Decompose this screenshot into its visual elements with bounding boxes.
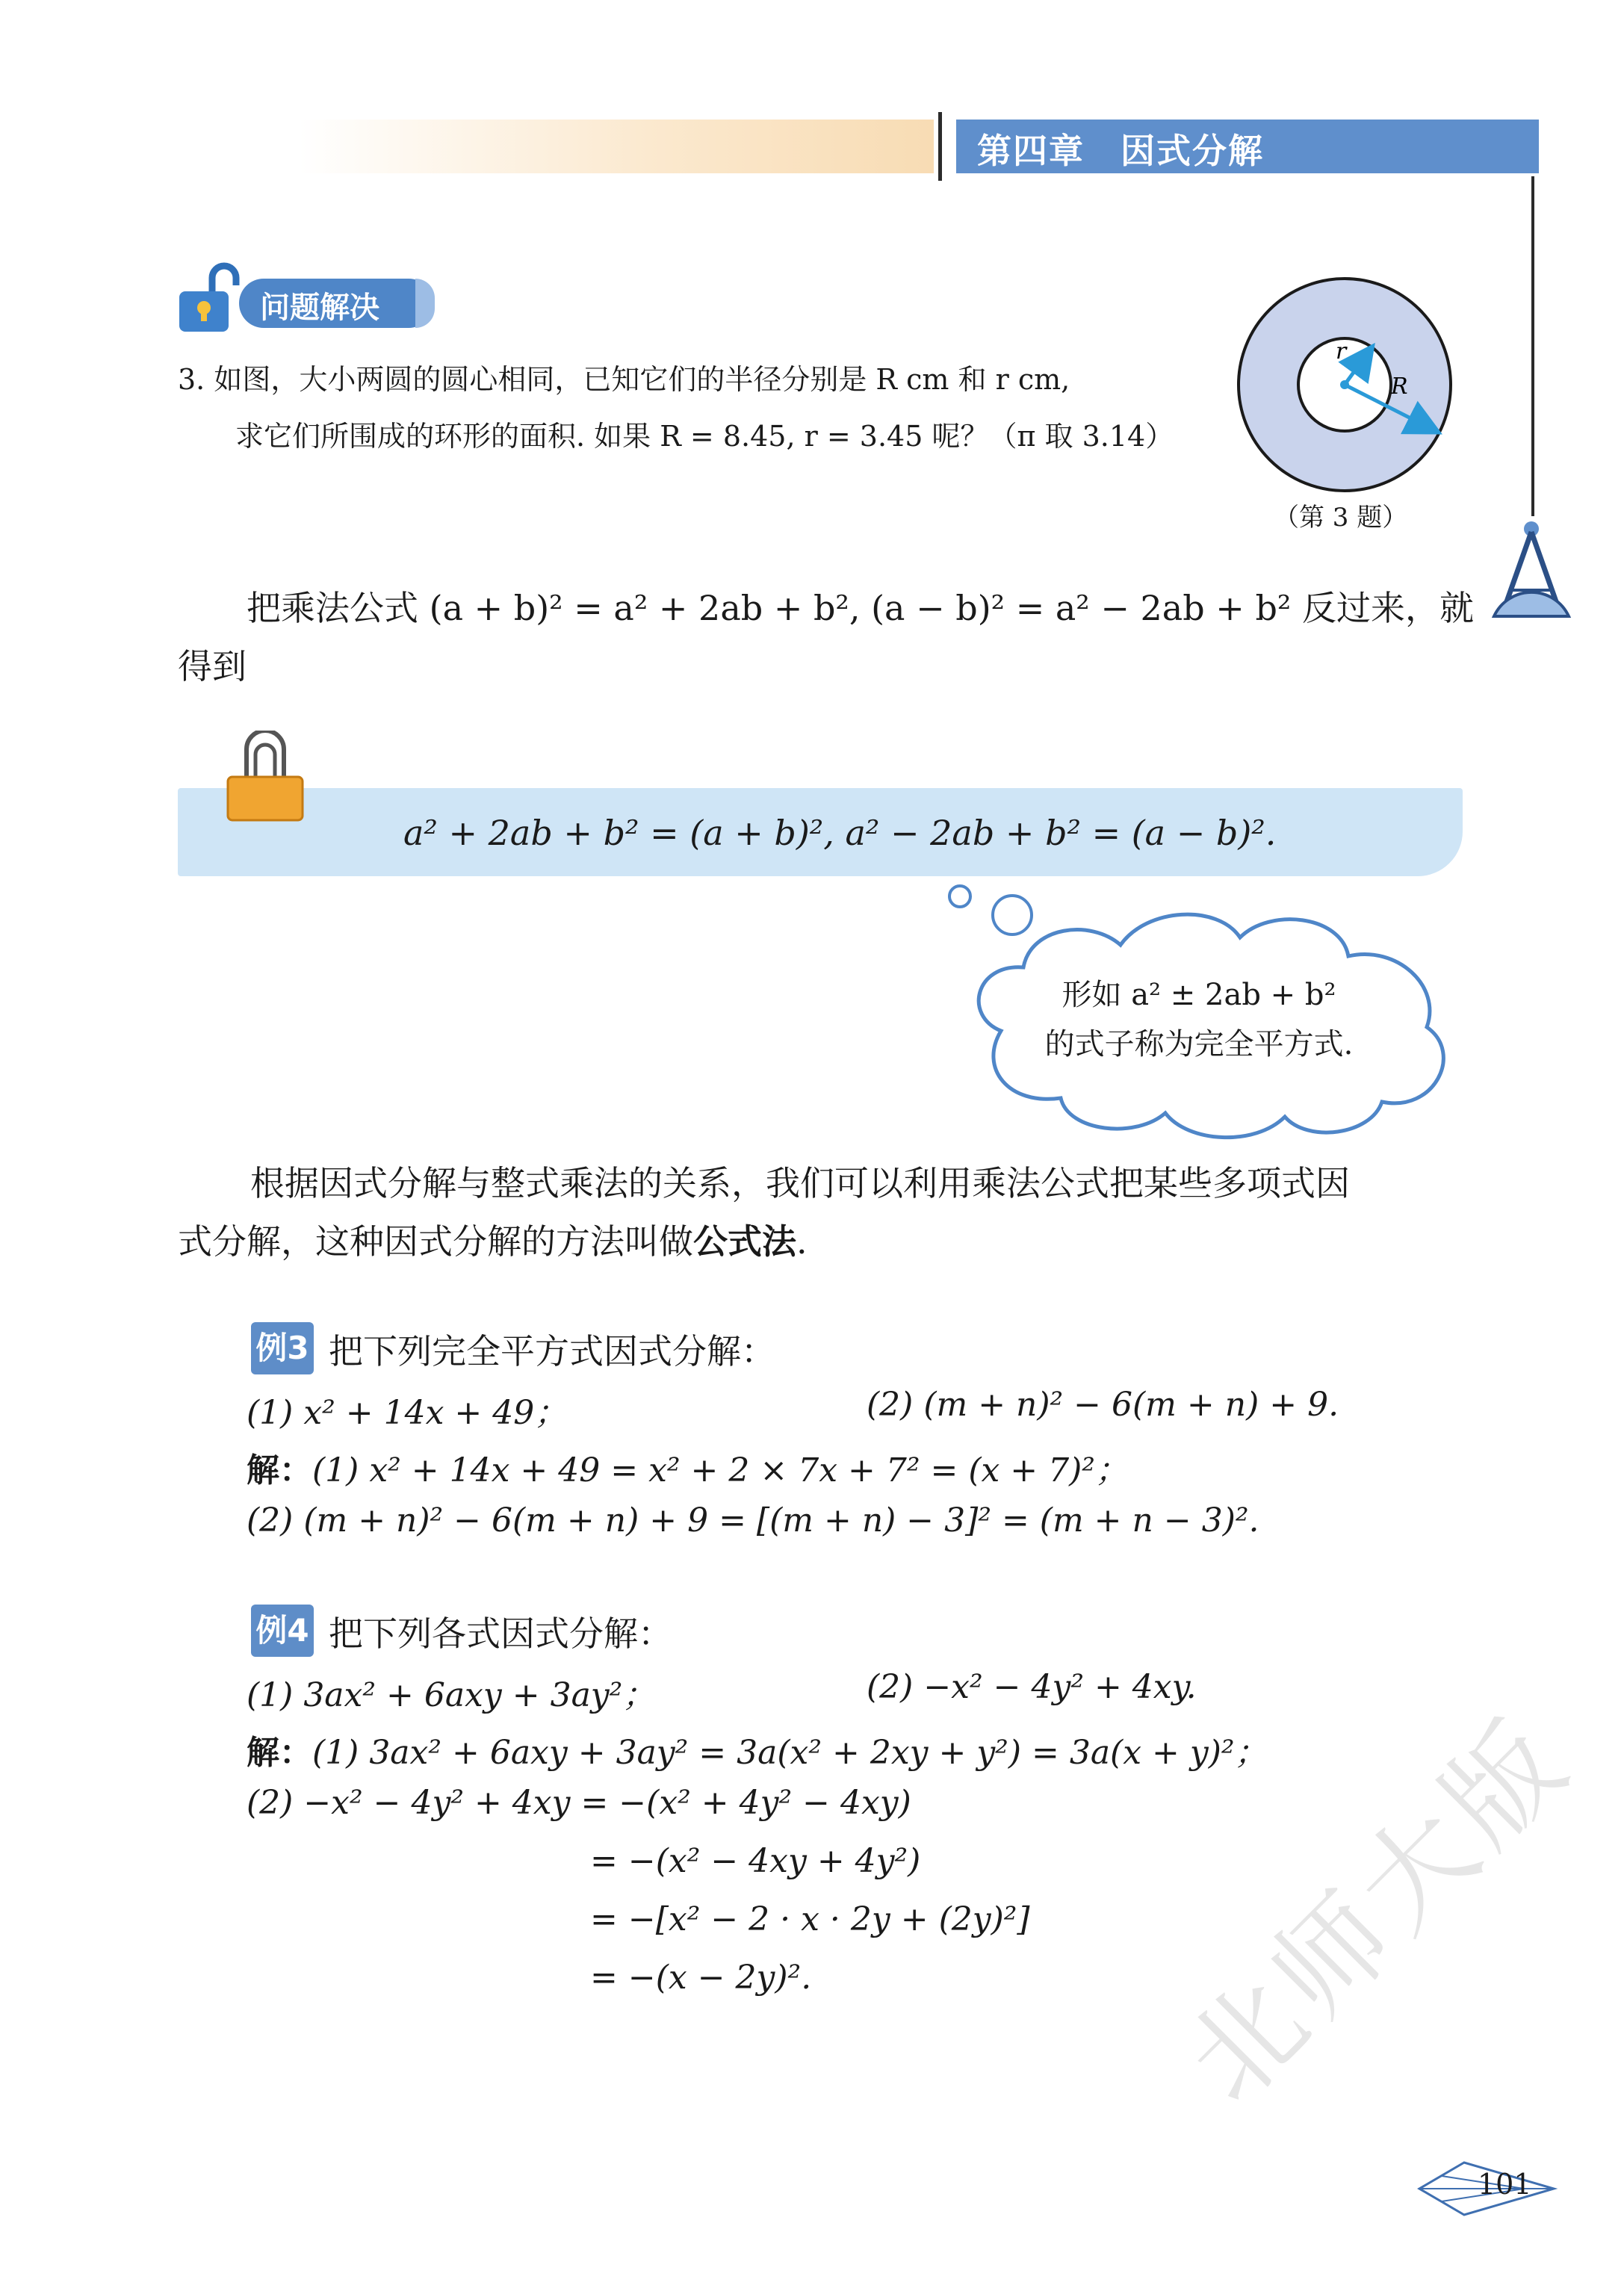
- solution-label: 解：: [247, 1734, 312, 1772]
- cloud-line-2: 的式子称为完全平方式.: [1044, 1027, 1354, 1061]
- example-4-title: 把下列各式因式分解：: [329, 1613, 672, 1654]
- example-3-tag: 例3: [251, 1322, 314, 1374]
- header-gradient-band: [299, 120, 934, 173]
- section-badge-tail: [415, 279, 435, 328]
- example-4-question-2: (2) −x² − 4y² + 4xy.: [867, 1668, 1197, 1706]
- chapter-title: 第四章 因式分解: [977, 131, 1264, 171]
- example-4-solution-2-line-3: = −[x² − 2 · x · 2y + (2y)²]: [590, 1900, 1030, 1938]
- label-r: r: [1336, 338, 1347, 365]
- problem-3-line-1: 3. 如图，大小两圆的圆心相同，已知它们的半径分别是 R cm 和 r cm,: [178, 363, 1070, 396]
- problem-3-line-2: 求它们所围成的环形的面积. 如果 R = 8.45, r = 3.45 呢？（π 取 3.14）: [235, 420, 1174, 453]
- section-badge-label: 问题解决: [260, 291, 379, 325]
- example-4-tag: 例4: [251, 1605, 314, 1657]
- example-3-title: 把下列完全平方式因式分解：: [329, 1331, 775, 1371]
- header-divider: [938, 112, 942, 181]
- paragraph-2-line-1: 根据因式分解与整式乘法的关系，我们可以利用乘法公式把某些多项式因: [250, 1163, 1350, 1203]
- paragraph-1-line-2: 得到: [178, 646, 247, 686]
- paragraph-2-prefix: 式分解，这种因式分解的方法叫做: [178, 1221, 693, 1262]
- page-number: 101: [1478, 2168, 1532, 2201]
- solution-1-text: (1) x² + 14x + 49 = x² + 2 × 7x + 7² = (x + 7)²；: [312, 1451, 1128, 1489]
- solution-1-text: (1) 3ax² + 6axy + 3ay² = 3a(x² + 2xy + y²) = 3a(x + y)²；: [312, 1734, 1268, 1772]
- paragraph-1-line-1: 把乘法公式 (a + b)² = a² + 2ab + b², (a − b)² = a² − 2ab + b² 反过来，就: [247, 588, 1474, 628]
- example-3-question-1: (1) x² + 14x + 49；: [247, 1394, 568, 1432]
- cloud-line-1: 形如 a² ± 2ab + b²: [1062, 978, 1336, 1012]
- figure-caption: （第 3 题）: [1274, 503, 1408, 533]
- solution-label: 解：: [247, 1451, 312, 1489]
- paragraph-2-suffix: .: [796, 1221, 808, 1262]
- term-formula-method: 公式法: [693, 1221, 796, 1262]
- example-4-solution-2-line-4: = −(x − 2y)².: [590, 1959, 812, 1997]
- paragraph-2-line-2: [178, 1212, 808, 1271]
- example-4-question-1: (1) 3ax² + 6axy + 3ay²；: [247, 1676, 656, 1714]
- label-R: R: [1391, 373, 1408, 400]
- example-4-solution-2-line-1: (2) −x² − 4y² + 4xy = −(x² + 4y² − 4xy): [247, 1784, 911, 1822]
- example-3-question-2: (2) (m + n)² − 6(m + n) + 9.: [867, 1386, 1339, 1424]
- example-4-solution-1: [247, 1726, 1268, 1773]
- ring-figure: [1225, 265, 1464, 504]
- publisher-watermark: 北师大版: [1161, 1693, 1596, 2127]
- unlock-icon: [173, 261, 244, 336]
- margin-rule: [1531, 176, 1534, 516]
- example-4-solution-2-line-2: = −(x² − 4xy + 4y²): [590, 1842, 921, 1880]
- example-3-solution-1: [247, 1443, 1128, 1491]
- perfect-square-formula: a² + 2ab + b² = (a + b)², a² − 2ab + b² = (a − b)².: [403, 813, 1277, 853]
- example-3-solution-2: (2) (m + n)² − 6(m + n) + 9 = [(m + n) − 3]² = (m + n − 3)².: [247, 1501, 1259, 1540]
- binder-clip-icon: [217, 731, 314, 828]
